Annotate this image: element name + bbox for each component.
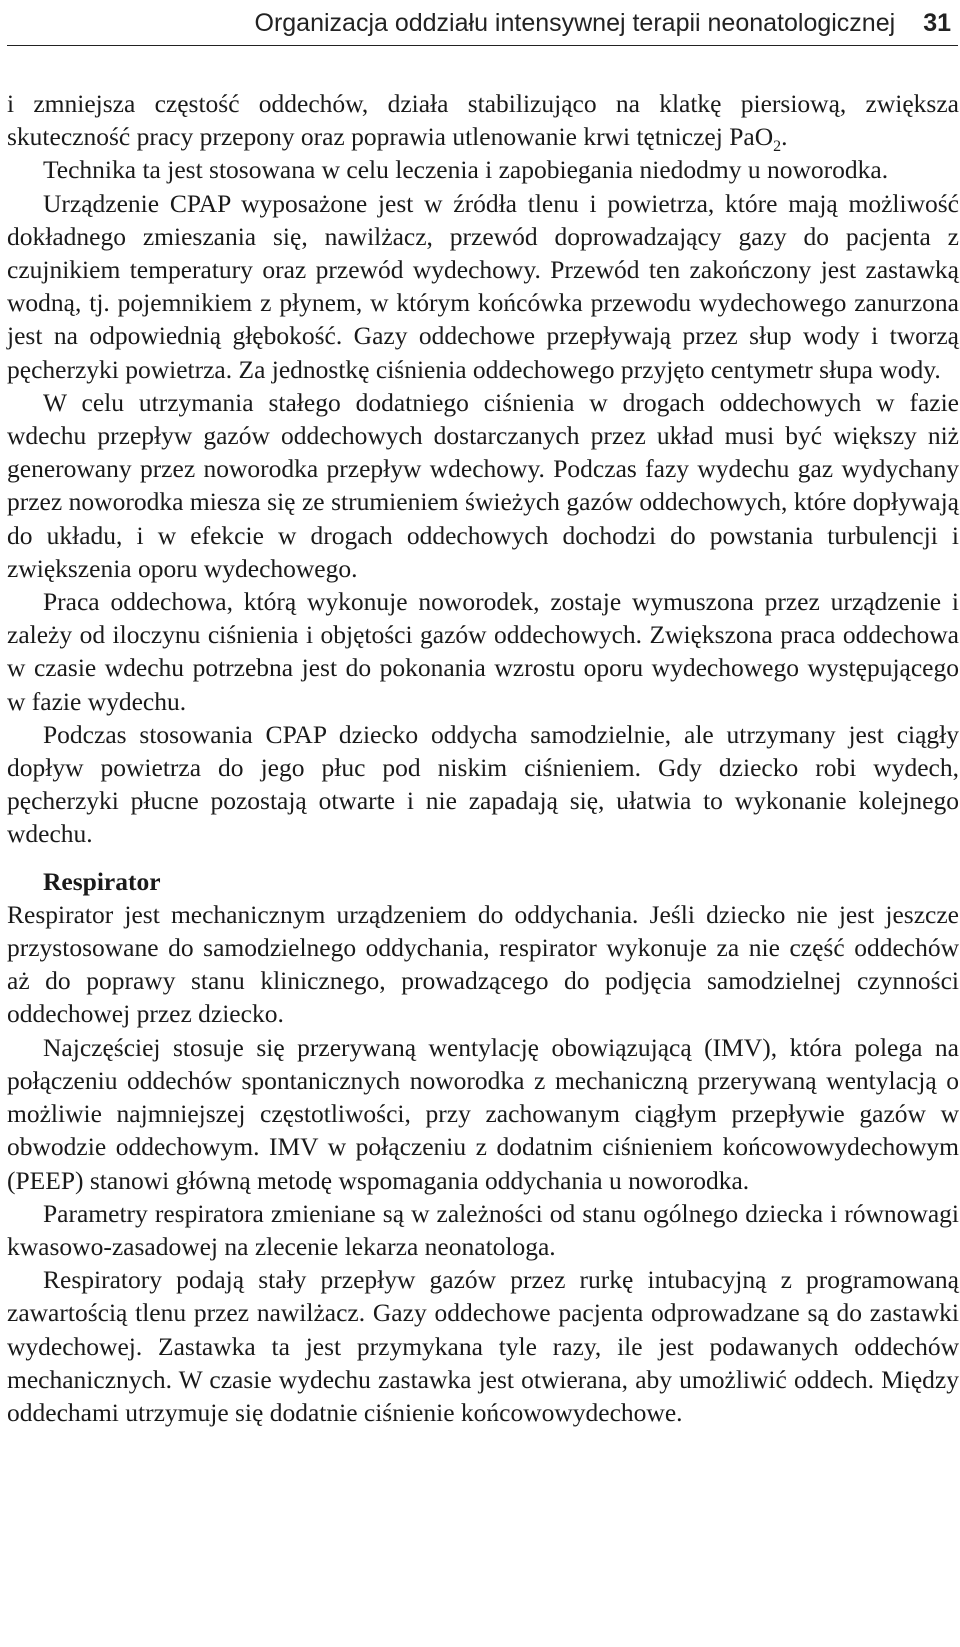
section-heading-respirator: Respirator xyxy=(43,866,161,896)
paragraph: Praca oddechowa, którą wykonuje noworodek, zostaje wymuszona przez urządzenie i zależy od iloczynu ciśnienia i objętości gazów oddechowych. Zwiększona praca oddechowa w czasie wdechu potrzebna jest do pokonania wzrostu oporu wydechowego występującego w fazie wydechu. xyxy=(7,587,959,716)
paragraph: Respirator jest mechanicznym urządzeniem do oddychania. Jeśli dziecko nie jest jeszcze przystosowane do samodzielnego oddychania, respirator wykonuje za nie część oddechów aż do poprawy stanu klinicznego, prowadzącego do podjęcia samodzielnej czynności oddechowej przez dziecko. xyxy=(7,899,959,1029)
chapter-title: Organizacja oddziału intensywnej terapii neonatologicznej xyxy=(254,8,896,37)
paragraph: Technika ta jest stosowana w celu leczenia i zapobiegania niedodmy u noworodka. xyxy=(43,155,889,185)
running-header xyxy=(0,0,960,42)
header-divider xyxy=(7,45,958,46)
paragraph: Podczas stosowania CPAP dziecko oddycha samodzielnie, ale utrzymany jest ciągły dopływ powietrza do jego płuc pod niskim ciśnieniem. Gdy dziecko robi wydech, pęcherzyki płucne pozostają otwarte i nie zapadają się, ułatwia to wykonanie kolejnego wdechu. xyxy=(7,719,959,849)
paragraph: Parametry respiratora zmieniane są w zależności od stanu ogólnego dziecka i równowagi kwasowo-zasadowej na zlecenie lekarza neonatologa. xyxy=(7,1198,959,1261)
paragraph: Respiratory podają stały przepływ gazów przez rurkę intubacyjną z programowaną zawartością tlenu przez nawilżacz. Gazy oddechowe pacjenta odprowadzane są do zastawki wydechowej. Zastawka ta jest przymykana tyle razy, ile jest podawanych oddechów mechanicznych. W czasie wydechu zastawka jest otwierana, aby umożliwić oddech. Między oddechami utrzymuje się dodatnie ciśnienie końcowowydechowe. xyxy=(7,1265,959,1427)
paragraph: W celu utrzymania stałego dodatniego ciśnienia w drogach oddechowych w fazie wdechu przepływ gazów oddechowych dostarczanych przez układ musi być większy niż generowany przez noworodka przepływ wdechowy. Podczas fazy wydechu gaz wydychany przez noworodka miesza się ze strumieniem świeżych gazów oddechowych, które dopływają do układu, i w efekcie w drogach oddechowych dochodzi do powstania turbulencji i zwiększenia oporu wydechowego. xyxy=(7,387,959,583)
paragraph-text: i zmniejsza częstość oddechów, działa stabilizująco na klatkę piersiową, zwiększa skuteczność pracy przepony oraz poprawia utlenowanie krwi tętniczej PaO xyxy=(7,89,959,152)
paragraph-text-end: . xyxy=(781,122,788,152)
paragraph: Najczęściej stosuje się przerywaną wentylację obowiązującą (IMV), która polega na połączeniu oddechów spontanicznych noworodka z mechaniczną przerywaną wentylacją o możliwie najmniejszej częstotliwości, przy zachowanym ciągłym przepływie gazów w obwodzie oddechowym. IMV w połączeniu z dodatnim ciśnieniem końcowowydechowym (PEEP) stanowi główną metodę wspomagania oddychania u noworodka. xyxy=(7,1032,959,1195)
body-text xyxy=(7,87,959,1429)
paragraph: Urządzenie CPAP wyposażone jest w źródła tlenu i powietrza, które mają możliwość dokładnego zmieszania się, nawilżacz, przewód doprowadzający gazy do pacjenta z czujnikiem temperatury oraz przewód wydechowy. Przewód ten zakończony jest zastawką wodną, tj. pojemnikiem z płynem, w którym końcówka przewodu wydechowego zanurzona jest na odpowiednią głębokość. Gazy oddechowe przepływają przez słup wody i tworzą pęcherzyki powietrza. Za jednostkę ciśnienia oddechowego przyjęto centymetr słupa wody. xyxy=(7,188,959,384)
paragraph-continuation xyxy=(7,87,959,156)
subscript: 2 xyxy=(773,138,782,156)
page-number: 31 xyxy=(923,8,951,37)
